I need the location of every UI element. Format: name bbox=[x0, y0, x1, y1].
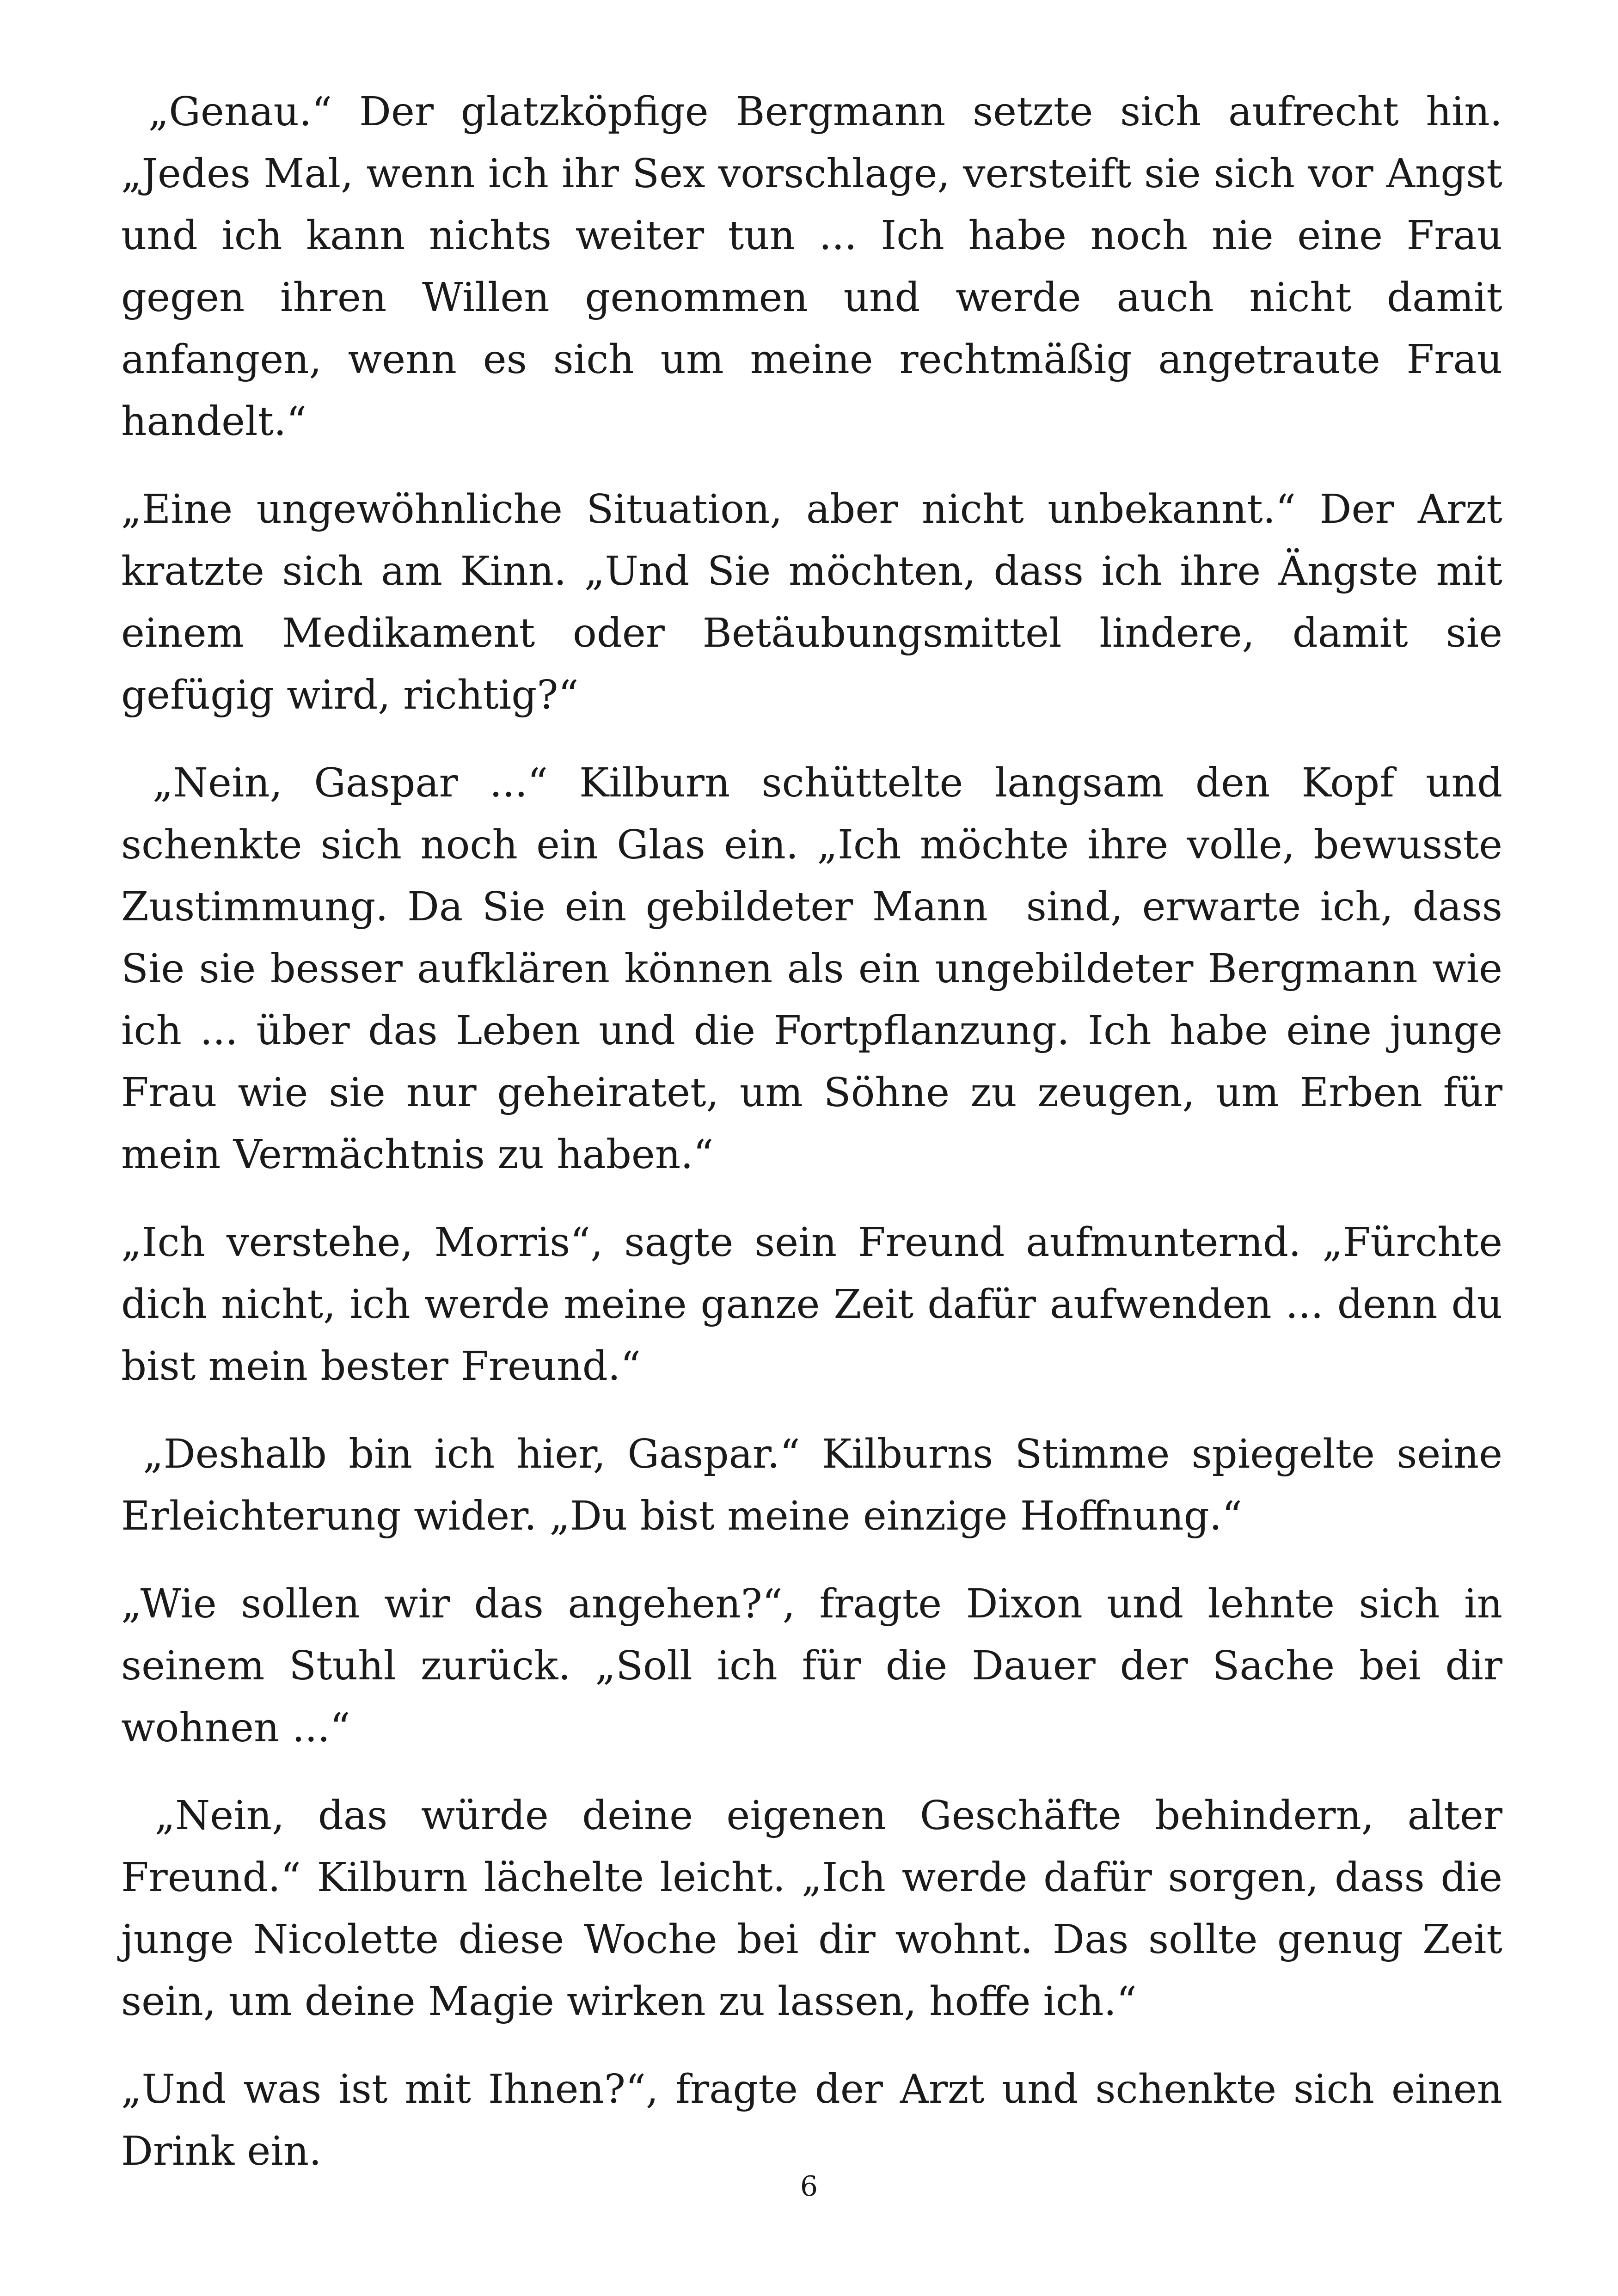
paragraph-5: „Deshalb bin ich hier, Gaspar.“ Kilburns Stimme spiegelte seine Erleichterung wider. „Du bist meine einzige Hoffnung.“ bbox=[121, 1431, 1515, 1539]
paragraph-1: „Genau.“ Der glatzköpfige Bergmann setzte sich aufrecht hin. „Jedes Mal, wenn ich ihr Sex vorschlage, versteift sie sich vor Angst und ich kann nichts weiter tun ... Ich habe noch nie eine Frau gegen ihren Willen genommen und werde auch nicht damit anfangen, wenn es sich um meine rechtmäßig angetraute Frau handelt.“ bbox=[121, 89, 1515, 445]
paragraph-2: „Eine ungewöhnliche Situation, aber nicht unbekannt.“ Der Arzt kratzte sich am Kinn. „Und Sie möchten, dass ich ihre Ängste mit einem Medikament oder Betäubungsmittel lindere, damit sie gefügig wird, richtig?“ bbox=[121, 486, 1515, 718]
page-number: 6 bbox=[800, 2170, 818, 2203]
body-text bbox=[121, 81, 1515, 2208]
paragraph-8: „Und was ist mit Ihnen?“, fragte der Arzt und schenkte sich einen Drink ein. bbox=[121, 2066, 1515, 2174]
paragraph-3: „Nein, Gaspar ...“ Kilburn schüttelte langsam den Kopf und schenkte sich noch ein Glas ein. „Ich möchte ihre volle, bewusste Zustimmung. Da Sie ein gebildeter Mann sind, erwarte ich, dass Sie sie besser aufklären können als ein ungebildeter Bergmann wie ich ... über das Leben und die Fortpflanzung. Ich habe eine junge Frau wie sie nur geheiratet, um Söhne zu zeugen, um Erben für mein Vermächtnis zu haben.“ bbox=[121, 760, 1515, 1178]
paragraph-7: „Nein, das würde deine eigenen Geschäfte behindern, alter Freund.“ Kilburn lächelte leicht. „Ich werde dafür sorgen, dass die junge Nicolette diese Woche bei dir wohnt. Das sollte genug Zeit sein, um deine Magie wirken zu lassen, hoffe ich.“ bbox=[121, 1793, 1515, 2025]
paragraph-4: „Ich verstehe, Morris“, sagte sein Freund aufmunternd. „Fürchte dich nicht, ich werde meine ganze Zeit dafür aufwenden ... denn du bist mein bester Freund.“ bbox=[121, 1219, 1515, 1390]
paragraph-6: „Wie sollen wir das angehen?“, fragte Dixon und lehnte sich in seinem Stuhl zurück. „Soll ich für die Dauer der Sache bei dir wohnen ...“ bbox=[121, 1581, 1515, 1751]
